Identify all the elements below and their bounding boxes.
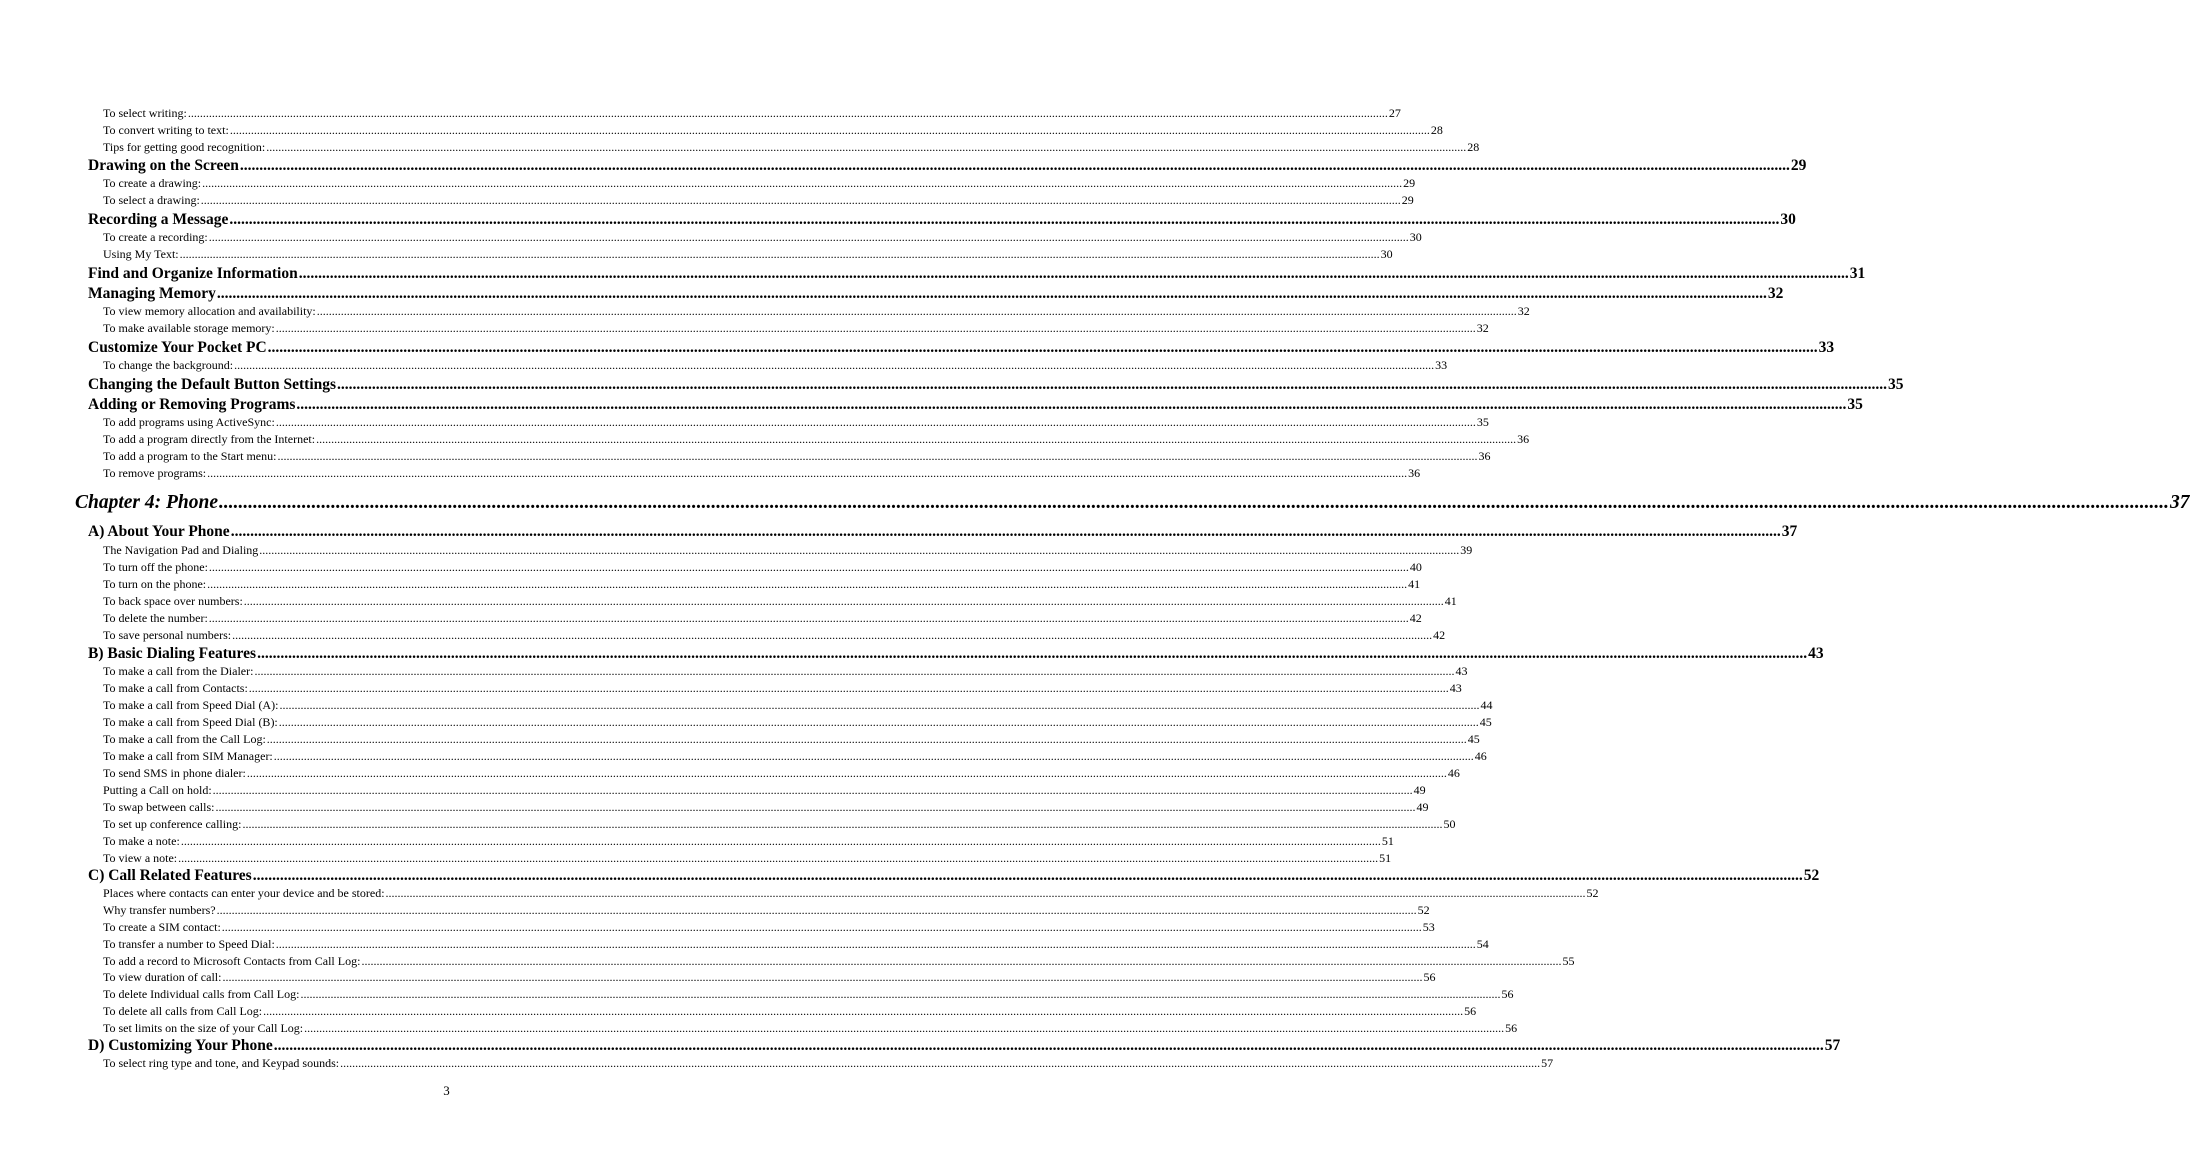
toc-section[interactable] — [88, 156, 1807, 176]
toc-entry-title: To send SMS in phone dialer: — [103, 766, 246, 780]
toc-entry-title: To turn off the phone: — [103, 560, 208, 574]
toc-entry-page: 30 — [1780, 211, 1796, 228]
toc-entry-page: 30 — [1380, 247, 1393, 261]
dot-leader: ................................................................................................................................................................................................................................................................................................................................................................................................................ — [207, 466, 1408, 480]
dot-leader: ................................................................................................................................................................................................................................................................................................................................................................................................................ — [263, 1004, 1464, 1018]
toc-entry-title: To remove programs: — [103, 466, 207, 480]
dot-leader: ................................................................................................................................................................................................................................................................................................................................................................................................................ — [266, 140, 1467, 154]
toc-entry-title: To set limits on the size of your Call Log: — [103, 1021, 304, 1035]
toc-entry-title: Chapter 4: Phone — [75, 492, 219, 513]
toc-subentry[interactable] — [103, 122, 1443, 139]
toc-entry-page: 51 — [1381, 834, 1394, 848]
dot-leader: ................................................................................................................................................................................................................................................................................................................................................................................................................ — [207, 577, 1408, 591]
dot-leader: ................................................................................................................................................................................................................................................................................................................................................................................................................ — [316, 432, 1517, 446]
toc-entry-title: To make a call from the Call Log: — [103, 732, 266, 746]
toc-section[interactable] — [88, 284, 1784, 304]
toc-subentry[interactable] — [103, 357, 1448, 374]
dot-leader: ................................................................................................................................................................................................................................................................................................................................................................................................................ — [248, 681, 1449, 695]
toc-entry-title: Using My Text: — [103, 247, 179, 261]
dot-leader: ................................................................................................................................................................................................................................................................................................................................................................................................................ — [216, 903, 1417, 917]
toc-entry-page: 49 — [1413, 783, 1426, 797]
dot-leader: ................................................................................................................................................................................................................................................................................................................................................................................................................ — [234, 358, 1435, 372]
dot-leader: ................................................................................................................................................................................................................................................................................................................................................................................................................ — [337, 376, 1888, 393]
toc-entry-page: 27 — [1388, 106, 1401, 120]
toc-subentry[interactable] — [103, 714, 1492, 731]
toc-subentry[interactable] — [103, 542, 1473, 559]
dot-leader: ................................................................................................................................................................................................................................................................................................................................................................................................................ — [229, 123, 1430, 137]
toc-entry-page: 56 — [1505, 1021, 1518, 1035]
dot-leader: ................................................................................................................................................................................................................................................................................................................................................................................................................ — [254, 664, 1455, 678]
toc-entry-page: 56 — [1464, 1004, 1477, 1018]
dot-leader: ................................................................................................................................................................................................................................................................................................................................................................................................................ — [316, 304, 1517, 318]
toc-entry-title: To view duration of call: — [103, 970, 222, 984]
dot-leader: ................................................................................................................................................................................................................................................................................................................................................................................................................ — [202, 176, 1403, 190]
toc-subentry[interactable] — [103, 139, 1480, 156]
toc-entry-page: 42 — [1409, 611, 1422, 625]
toc-entry-page: 56 — [1423, 970, 1436, 984]
toc-entry-title: To create a drawing: — [103, 176, 202, 190]
dot-leader: ................................................................................................................................................................................................................................................................................................................................................................................................................ — [257, 645, 1808, 662]
dot-leader: ................................................................................................................................................................................................................................................................................................................................................................................................................ — [246, 766, 1447, 780]
toc-entry-title: To transfer a number to Speed Dial: — [103, 937, 275, 951]
toc-entry-title: To turn on the phone: — [103, 577, 207, 591]
toc-entry-page: 49 — [1416, 800, 1429, 814]
toc-entry-title: To add a program directly from the Internet: — [103, 432, 316, 446]
toc-subentry[interactable] — [103, 953, 1575, 970]
toc-entry-title: To create a SIM contact: — [103, 920, 221, 934]
toc-entry-page: 52 — [1586, 886, 1599, 900]
toc-entry-title: To make a note: — [103, 834, 180, 848]
dot-leader: ................................................................................................................................................................................................................................................................................................................................................................................................................ — [340, 1056, 1541, 1070]
dot-leader: ................................................................................................................................................................................................................................................................................................................................................................................................................ — [208, 230, 1409, 244]
toc-entry-page: 52 — [1417, 903, 1430, 917]
toc-entry-page: 53 — [1422, 920, 1435, 934]
toc-subentry[interactable] — [103, 680, 1462, 697]
dot-leader: ................................................................................................................................................................................................................................................................................................................................................................................................................ — [187, 106, 1388, 120]
toc-entry-title: To delete all calls from Call Log: — [103, 1004, 263, 1018]
dot-leader: ................................................................................................................................................................................................................................................................................................................................................................................................................ — [222, 970, 1423, 984]
toc-entry-page: 33 — [1435, 358, 1448, 372]
toc-entry-title: To delete Individual calls from Call Log: — [103, 987, 300, 1001]
toc-subentry[interactable] — [103, 246, 1393, 263]
toc-entry-page: 39 — [1460, 543, 1473, 557]
dot-leader: ................................................................................................................................................................................................................................................................................................................................................................................................................ — [259, 543, 1460, 557]
toc-entry-title: To view memory allocation and availability: — [103, 304, 316, 318]
dot-leader: ................................................................................................................................................................................................................................................................................................................................................................................................................ — [215, 800, 1416, 814]
toc-entry-title: To make a call from Speed Dial (B): — [103, 715, 278, 729]
toc-subentry[interactable] — [103, 576, 1421, 593]
toc-section[interactable] — [88, 210, 1796, 230]
toc-entry-page: 43 — [1808, 645, 1824, 662]
toc-subentry[interactable] — [103, 627, 1446, 644]
toc-entry-page: 35 — [1888, 376, 1904, 393]
toc-entry-page: 56 — [1501, 987, 1514, 1001]
toc-entry-page: 50 — [1443, 817, 1456, 831]
toc-entry-title: Drawing on the Screen — [88, 157, 239, 174]
toc-subentry[interactable] — [103, 833, 1394, 850]
toc-entry-title: Customize Your Pocket PC — [88, 339, 267, 356]
toc-subentry[interactable] — [103, 986, 1514, 1003]
dot-leader: ................................................................................................................................................................................................................................................................................................................................................................................................................ — [304, 1021, 1505, 1035]
toc-section[interactable] — [88, 866, 1820, 886]
toc-entry-title: C) Call Related Features — [88, 867, 252, 884]
toc-entry-title: Managing Memory — [88, 285, 216, 302]
dot-leader: ................................................................................................................................................................................................................................................................................................................................................................................................................ — [219, 492, 2170, 513]
toc-entry-page: 29 — [1790, 157, 1807, 174]
dot-leader: ................................................................................................................................................................................................................................................................................................................................................................................................................ — [229, 211, 1780, 228]
toc-section[interactable] — [88, 644, 1824, 664]
toc-entry-page: 42 — [1433, 628, 1446, 642]
toc-entry-title: Why transfer numbers? — [103, 903, 216, 917]
toc-entry-title: To make a call from the Dialer: — [103, 664, 254, 678]
toc-entry-page: 43 — [1455, 664, 1468, 678]
toc-chapter[interactable] — [75, 490, 2190, 516]
toc-entry-page: 57 — [1824, 1037, 1841, 1054]
toc-subentry[interactable] — [103, 697, 1493, 714]
toc-entry-title: B) Basic Dialing Features — [88, 645, 257, 662]
page-number: 3 — [443, 1083, 450, 1098]
toc-entry-title: To select writing: — [103, 106, 187, 120]
toc-entry-title: To delete the number: — [103, 611, 208, 625]
toc-subentry[interactable] — [103, 229, 1422, 246]
toc-entry-title: To create a recording: — [103, 230, 208, 244]
toc-entry-page: 36 — [1517, 432, 1530, 446]
toc-entry-title: Tips for getting good recognition: — [103, 140, 266, 154]
dot-leader: ................................................................................................................................................................................................................................................................................................................................................................................................................ — [216, 285, 1767, 302]
toc-entry-title: Find and Organize Information — [88, 265, 298, 282]
dot-leader: ................................................................................................................................................................................................................................................................................................................................................................................................................ — [277, 449, 1478, 463]
dot-leader: ................................................................................................................................................................................................................................................................................................................................................................................................................ — [279, 698, 1480, 712]
dot-leader: ................................................................................................................................................................................................................................................................................................................................................................................................................ — [266, 732, 1467, 746]
toc-subentry[interactable] — [103, 919, 1435, 936]
toc-entry-page: 51 — [1379, 851, 1392, 865]
toc-entry-title: To swap between calls: — [103, 800, 215, 814]
toc-subentry[interactable] — [103, 320, 1489, 337]
toc-entry-page: 41 — [1408, 577, 1421, 591]
toc-entry-title: To convert writing to text: — [103, 123, 229, 137]
toc-entry-title: To make a call from SIM Manager: — [103, 749, 273, 763]
toc-entry-page: 28 — [1467, 140, 1480, 154]
toc-entry-page: 37 — [1781, 523, 1798, 540]
dot-leader: ................................................................................................................................................................................................................................................................................................................................................................................................................ — [200, 193, 1401, 207]
toc-subentry[interactable] — [103, 731, 1480, 748]
dot-leader: ................................................................................................................................................................................................................................................................................................................................................................................................................ — [221, 920, 1422, 934]
dot-leader: ................................................................................................................................................................................................................................................................................................................................................................................................................ — [232, 628, 1433, 642]
toc-entry-page: 35 — [1847, 396, 1863, 413]
toc-subentry[interactable] — [103, 799, 1429, 816]
toc-entry-title: To make available storage memory: — [103, 321, 275, 335]
toc-entry-page: 37 — [2170, 492, 2190, 513]
toc-entry-page: 57 — [1541, 1056, 1554, 1070]
toc-entry-title: A) About Your Phone — [88, 523, 230, 540]
toc-entry-page: 31 — [1849, 265, 1866, 282]
toc-entry-title: To add a record to Microsoft Contacts from Call Log: — [103, 954, 361, 968]
toc-entry-title: The Navigation Pad and Dialing — [103, 543, 259, 557]
dot-leader: ................................................................................................................................................................................................................................................................................................................................................................................................................ — [230, 523, 1781, 540]
dot-leader: ................................................................................................................................................................................................................................................................................................................................................................................................................ — [267, 339, 1818, 356]
toc-entry-page: 41 — [1444, 594, 1457, 608]
toc-entry-page: 43 — [1449, 681, 1462, 695]
toc-section[interactable] — [88, 395, 1863, 415]
toc-subentry[interactable] — [103, 1003, 1477, 1020]
toc-entry-title: To make a call from Speed Dial (A): — [103, 698, 279, 712]
dot-leader: ................................................................................................................................................................................................................................................................................................................................................................................................................ — [273, 1037, 1824, 1054]
toc-subentry[interactable] — [103, 414, 1489, 431]
dot-leader: ................................................................................................................................................................................................................................................................................................................................................................................................................ — [300, 987, 1501, 1001]
toc-entry-title: Places where contacts can enter your device and be stored: — [103, 886, 385, 900]
dot-leader: ................................................................................................................................................................................................................................................................................................................................................................................................................ — [179, 247, 1380, 261]
dot-leader: ................................................................................................................................................................................................................................................................................................................................................................................................................ — [278, 715, 1479, 729]
toc-subentry[interactable] — [103, 192, 1414, 209]
toc-section[interactable] — [88, 338, 1835, 358]
dot-leader: ................................................................................................................................................................................................................................................................................................................................................................................................................ — [239, 157, 1790, 174]
toc-entry-page: 32 — [1517, 304, 1530, 318]
toc-subentry[interactable] — [103, 1055, 1554, 1072]
toc-entry-title: Changing the Default Button Settings — [88, 376, 337, 393]
toc-entry-title: Recording a Message — [88, 211, 229, 228]
toc-entry-page: 45 — [1479, 715, 1492, 729]
toc-subentry[interactable] — [103, 782, 1426, 799]
toc-entry-page: 36 — [1408, 466, 1421, 480]
toc-subentry[interactable] — [103, 850, 1392, 867]
toc-subentry[interactable] — [103, 465, 1421, 482]
toc-subentry[interactable] — [103, 559, 1422, 576]
toc-subentry[interactable] — [103, 936, 1489, 953]
dot-leader: ................................................................................................................................................................................................................................................................................................................................................................................................................ — [252, 867, 1803, 884]
toc-subentry[interactable] — [103, 902, 1430, 919]
toc-subentry[interactable] — [103, 175, 1416, 192]
toc-subentry[interactable] — [103, 303, 1530, 320]
toc-entry-page: 46 — [1447, 766, 1460, 780]
toc-entry-page: 54 — [1476, 937, 1489, 951]
toc-subentry[interactable] — [103, 748, 1487, 765]
dot-leader: ................................................................................................................................................................................................................................................................................................................................................................................................................ — [208, 611, 1409, 625]
dot-leader: ................................................................................................................................................................................................................................................................................................................................................................................................................ — [273, 749, 1474, 763]
toc-subentry[interactable] — [103, 431, 1530, 448]
toc-subentry[interactable] — [103, 765, 1460, 782]
toc-section[interactable] — [88, 1036, 1841, 1056]
toc-section[interactable] — [88, 522, 1798, 542]
toc-entry-page: 36 — [1478, 449, 1491, 463]
dot-leader: ................................................................................................................................................................................................................................................................................................................................................................................................................ — [178, 851, 1379, 865]
toc-entry-title: To add programs using ActiveSync: — [103, 415, 275, 429]
toc-entry-title: To change the background: — [103, 358, 234, 372]
toc-subentry[interactable] — [103, 969, 1436, 986]
toc-subentry[interactable] — [103, 816, 1456, 833]
dot-leader: ................................................................................................................................................................................................................................................................................................................................................................................................................ — [385, 886, 1586, 900]
dot-leader: ................................................................................................................................................................................................................................................................................................................................................................................................................ — [275, 321, 1476, 335]
toc-subentry[interactable] — [103, 663, 1468, 680]
dot-leader: ................................................................................................................................................................................................................................................................................................................................................................................................................ — [298, 265, 1849, 282]
dot-leader: ................................................................................................................................................................................................................................................................................................................................................................................................................ — [275, 937, 1476, 951]
toc-subentry[interactable] — [103, 593, 1457, 610]
toc-entry-page: 33 — [1818, 339, 1835, 356]
dot-leader: ................................................................................................................................................................................................................................................................................................................................................................................................................ — [212, 783, 1413, 797]
toc-entry-title: To make a call from Contacts: — [103, 681, 248, 695]
toc-entry-title: To back space over numbers: — [103, 594, 243, 608]
toc-entry-title: To view a note: — [103, 851, 178, 865]
toc-entry-title: To select a drawing: — [103, 193, 200, 207]
toc-entry-title: D) Customizing Your Phone — [88, 1037, 273, 1054]
toc-entry-page: 32 — [1476, 321, 1489, 335]
toc-entry-page: 28 — [1430, 123, 1443, 137]
dot-leader: ................................................................................................................................................................................................................................................................................................................................................................................................................ — [180, 834, 1381, 848]
toc-entry-page: 35 — [1476, 415, 1489, 429]
toc-entry-page: 29 — [1401, 193, 1414, 207]
toc-entry-page: 30 — [1409, 230, 1422, 244]
toc-entry-title: To save personal numbers: — [103, 628, 232, 642]
dot-leader: ................................................................................................................................................................................................................................................................................................................................................................................................................ — [208, 560, 1409, 574]
toc-entry-page: 52 — [1803, 867, 1820, 884]
toc-subentry[interactable] — [103, 105, 1401, 122]
dot-leader: ................................................................................................................................................................................................................................................................................................................................................................................................................ — [243, 594, 1444, 608]
toc-entry-page: 29 — [1403, 176, 1416, 190]
toc-entry-title: To set up conference calling: — [103, 817, 242, 831]
toc-entry-page: 40 — [1409, 560, 1422, 574]
dot-leader: ................................................................................................................................................................................................................................................................................................................................................................................................................ — [275, 415, 1476, 429]
toc-entry-page: 46 — [1474, 749, 1487, 763]
toc-entry-title: Putting a Call on hold: — [103, 783, 212, 797]
toc-subentry[interactable] — [103, 1020, 1518, 1037]
toc-subentry[interactable] — [103, 448, 1491, 465]
toc-entry-title: Adding or Removing Programs — [88, 396, 296, 413]
dot-leader: ................................................................................................................................................................................................................................................................................................................................................................................................................ — [242, 817, 1443, 831]
toc-section[interactable] — [88, 264, 1866, 284]
dot-leader: ................................................................................................................................................................................................................................................................................................................................................................................................................ — [296, 396, 1847, 413]
toc-entry-page: 32 — [1767, 285, 1784, 302]
toc-entry-page: 45 — [1467, 732, 1480, 746]
toc-entry-page: 55 — [1562, 954, 1575, 968]
toc-entry-title: To select ring type and tone, and Keypad sounds: — [103, 1056, 340, 1070]
toc-subentry[interactable] — [103, 885, 1599, 902]
toc-entry-title: To add a program to the Start menu: — [103, 449, 277, 463]
toc-entry-page: 44 — [1480, 698, 1493, 712]
toc-section[interactable] — [88, 375, 1904, 395]
dot-leader: ................................................................................................................................................................................................................................................................................................................................................................................................................ — [361, 954, 1562, 968]
toc-subentry[interactable] — [103, 610, 1422, 627]
